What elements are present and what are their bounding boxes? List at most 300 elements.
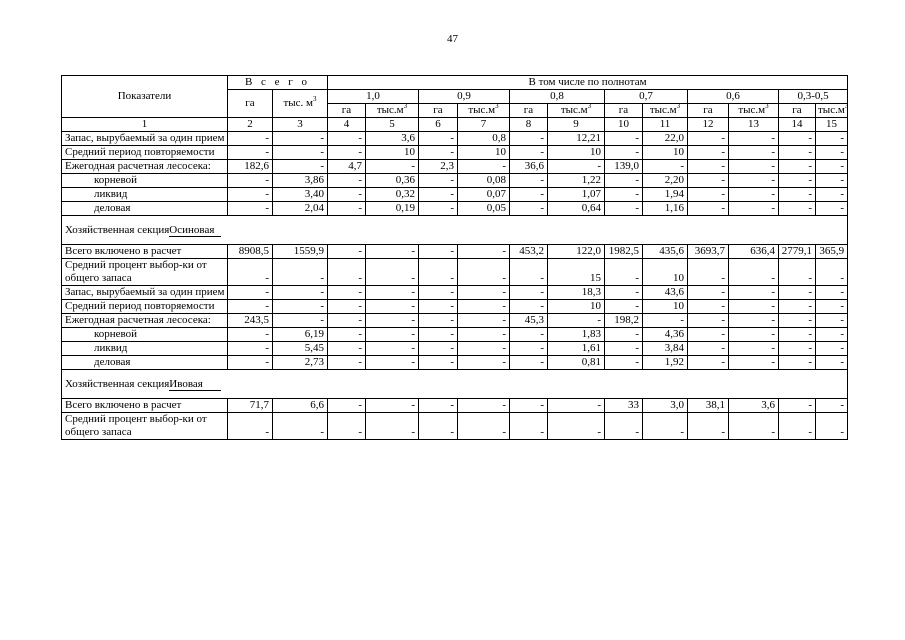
table-cell: - [328,188,366,202]
table-row [62,328,848,342]
table-cell: - [228,356,273,370]
unit-ha-header: га [328,104,366,118]
table-cell: - [328,328,366,342]
table-cell: 2,04 [273,202,328,216]
table-cell: 1,94 [643,188,688,202]
table-cell: - [510,413,548,440]
table-cell: 0,19 [366,202,419,216]
row-label: Средний процент выбор-ки от общего запаса [62,413,228,440]
table-cell: 2,3 [419,160,458,174]
table-cell: - [228,146,273,160]
table-cell: - [688,174,729,188]
table-cell: 182,6 [228,160,273,174]
table-cell: 2,20 [643,174,688,188]
table-cell: 3,40 [273,188,328,202]
density-header: 0,9 [419,90,510,104]
table-row [62,188,848,202]
table-cell: - [816,399,848,413]
column-number: 12 [688,118,729,132]
table-cell: - [548,413,605,440]
table-cell: - [328,399,366,413]
table-cell: - [328,146,366,160]
table-cell: 1982,5 [605,245,643,259]
section-title: Хозяйственная секция [65,377,170,390]
column-number: 9 [548,118,605,132]
table-row [62,259,848,286]
table-cell: - [688,202,729,216]
table-cell: - [419,314,458,328]
table-cell: - [458,259,510,286]
table-row [62,286,848,300]
total-ha-header: га [228,90,273,118]
table-cell: 1,92 [643,356,688,370]
table-cell: 18,3 [548,286,605,300]
table-cell: - [273,259,328,286]
table-cell: - [328,174,366,188]
table-cell: - [779,160,816,174]
row-label: деловая [62,356,228,370]
table-cell: 139,0 [605,160,643,174]
unit-volume-header [366,104,419,118]
table-cell: - [510,300,548,314]
table-row [62,314,848,328]
table-cell: 22,0 [643,132,688,146]
table-cell: - [273,314,328,328]
table-cell: - [816,286,848,300]
table-cell: - [605,413,643,440]
table-cell: - [419,286,458,300]
table-cell: - [328,413,366,440]
table-cell: - [273,146,328,160]
table-cell: - [688,342,729,356]
table-cell: - [228,202,273,216]
table-cell: 453,2 [510,245,548,259]
table-cell: - [548,160,605,174]
table-cell: - [605,146,643,160]
table-cell: 365,9 [816,245,848,259]
table-cell: - [816,132,848,146]
table-cell: - [729,413,779,440]
table-cell: - [328,356,366,370]
table-cell: - [273,132,328,146]
table-cell: 0,07 [458,188,510,202]
table-cell: - [419,356,458,370]
table-cell: - [816,146,848,160]
table-row [62,300,848,314]
table-cell: - [328,245,366,259]
unit-ha-header: га [688,104,729,118]
table-row [62,146,848,160]
table-cell: - [688,328,729,342]
table-cell: 1,07 [548,188,605,202]
table-cell: 2779,1 [779,245,816,259]
table-cell: - [688,413,729,440]
table-cell: - [273,160,328,174]
table-cell: - [458,314,510,328]
total-volume-label: тыс. м [283,97,314,109]
table-cell: 33 [605,399,643,413]
column-number: 4 [328,118,366,132]
table-cell: - [729,328,779,342]
table-cell: - [458,300,510,314]
table-cell: - [366,286,419,300]
density-header: 0,7 [605,90,688,104]
unit-volume-label: тыс.м [818,104,845,116]
table-cell: - [419,328,458,342]
table-body [62,132,848,440]
table-cell: - [779,132,816,146]
unit-volume-header [458,104,510,118]
table-cell: - [458,160,510,174]
total-header [228,76,328,90]
table-cell: - [688,356,729,370]
table-cell: - [328,286,366,300]
table-cell: - [729,286,779,300]
table-cell: - [510,356,548,370]
unit-volume-label: тыс.м [376,104,404,116]
table-cell: - [228,188,273,202]
unit-volume-header [729,104,779,118]
table-cell: - [688,132,729,146]
row-label: Средний период повторяемости [62,300,228,314]
table-cell: - [510,146,548,160]
table-cell: - [605,286,643,300]
column-number: 15 [816,118,848,132]
table-cell: 8908,5 [228,245,273,259]
table-cell: - [729,174,779,188]
section-header [62,216,848,245]
unit-ha-header: га [605,104,643,118]
table-cell: - [605,132,643,146]
table-cell: 198,2 [605,314,643,328]
table-cell: 1,61 [548,342,605,356]
table-cell: - [510,399,548,413]
table-cell: - [779,202,816,216]
table-cell: - [605,202,643,216]
table-cell: - [228,259,273,286]
table-cell: 10 [643,146,688,160]
table-cell: 0,64 [548,202,605,216]
table-cell: - [605,356,643,370]
column-number: 3 [273,118,328,132]
table-cell: 6,6 [273,399,328,413]
table-row [62,356,848,370]
table-cell: - [228,342,273,356]
table-cell: - [328,202,366,216]
table-cell: - [328,314,366,328]
unit-ha-header: га [779,104,816,118]
table-cell: 2,73 [273,356,328,370]
table-cell: 1,22 [548,174,605,188]
row-label: Всего включено в расчет [62,245,228,259]
table-cell: 4,36 [643,328,688,342]
unit-volume-sup: 3 [765,102,769,110]
table-cell: - [228,174,273,188]
table-cell: - [510,174,548,188]
unit-volume-label: тыс.м [649,104,677,116]
table-cell: - [419,174,458,188]
table-cell: - [458,342,510,356]
row-label: Запас, вырубаемый за один прием [62,132,228,146]
table-cell: - [366,300,419,314]
row-label: деловая [62,202,228,216]
table-cell: - [458,413,510,440]
table-cell: 435,6 [643,245,688,259]
table-cell: - [605,188,643,202]
by-density-header: В том числе по полнотам [328,76,848,90]
column-number: 5 [366,118,419,132]
table-cell: - [510,188,548,202]
section-header-row [62,216,848,245]
table-cell: 0,36 [366,174,419,188]
table-cell: - [816,160,848,174]
table-cell: - [366,259,419,286]
table-cell: - [419,245,458,259]
table-cell: - [605,328,643,342]
table-cell: - [779,174,816,188]
table-cell: - [729,146,779,160]
section-name: Ивовая [169,379,221,391]
table-cell: 15 [548,259,605,286]
table-cell: 4,7 [328,160,366,174]
table-row [62,132,848,146]
table-cell: 10 [458,146,510,160]
table-cell: - [228,286,273,300]
table-cell: - [510,259,548,286]
density-header: 0,6 [688,90,779,104]
table-cell: - [643,160,688,174]
section-header-row [62,370,848,399]
table-cell: - [779,413,816,440]
table-cell: 1,83 [548,328,605,342]
table-cell: 5,45 [273,342,328,356]
column-number: 10 [605,118,643,132]
table-cell: - [605,342,643,356]
density-header: 0,8 [510,90,605,104]
unit-ha-header: га [510,104,548,118]
table-cell: 12,21 [548,132,605,146]
table-cell: - [816,314,848,328]
section-title: Хозяйственная секция [65,223,170,236]
unit-volume-sup: 3 [844,102,849,110]
unit-ha-header: га [419,104,458,118]
table-cell: - [510,328,548,342]
total-volume-sup: 3 [313,95,317,103]
table-cell: - [510,342,548,356]
section-header [62,370,848,399]
table-cell: - [779,399,816,413]
table-cell: - [228,300,273,314]
table-row [62,413,848,440]
row-label: Запас, вырубаемый за один прием [62,286,228,300]
column-number: 1 [62,118,228,132]
table-row [62,342,848,356]
table-cell: - [605,300,643,314]
table-cell: - [419,188,458,202]
table-cell: - [729,356,779,370]
table-cell: - [419,259,458,286]
unit-volume-sup: 3 [676,102,681,110]
table-cell: - [729,314,779,328]
table-cell: - [419,202,458,216]
table-cell: - [729,300,779,314]
table-cell: 3,0 [643,399,688,413]
table-cell: - [510,132,548,146]
row-label: корневой [62,174,228,188]
table-cell: - [688,259,729,286]
table-cell: 1,16 [643,202,688,216]
table-cell: - [816,328,848,342]
row-label: ликвид [62,342,228,356]
column-number: 14 [779,118,816,132]
column-number: 7 [458,118,510,132]
table-cell: - [688,160,729,174]
table-cell: - [779,188,816,202]
table-cell: - [328,132,366,146]
row-label: корневой [62,328,228,342]
table-cell: 45,3 [510,314,548,328]
table-cell: - [366,356,419,370]
table-cell: - [458,356,510,370]
table-cell: - [729,342,779,356]
table-cell: 3,84 [643,342,688,356]
table-cell: - [688,286,729,300]
total-header-text: В с е г о [244,76,311,88]
row-label: Ежегодная расчетная лесосека: [62,314,228,328]
table-row [62,399,848,413]
table-cell: 71,7 [228,399,273,413]
table-cell: - [366,245,419,259]
table-cell: - [816,342,848,356]
table-cell: 36,6 [510,160,548,174]
unit-volume-header [643,104,688,118]
table-cell: 0,08 [458,174,510,188]
unit-volume-sup: 3 [587,102,592,110]
table-cell: - [779,314,816,328]
table-cell: - [729,160,779,174]
table-cell: - [688,300,729,314]
table-cell: - [366,314,419,328]
table-cell: - [729,188,779,202]
unit-volume-label: тыс.м [468,104,496,116]
table-cell: - [548,399,605,413]
table-cell: 10 [643,259,688,286]
table-cell: - [779,342,816,356]
row-label: Всего включено в расчет [62,399,228,413]
table-cell: - [779,146,816,160]
table-cell: 636,4 [729,245,779,259]
unit-volume-header [548,104,605,118]
table-cell: - [510,286,548,300]
table-cell: - [419,132,458,146]
table-cell: - [779,328,816,342]
indicators-header: Показатели [62,76,228,118]
table-cell: - [366,413,419,440]
table-cell: 243,5 [228,314,273,328]
table-cell: - [816,413,848,440]
table-cell: 43,6 [643,286,688,300]
table-cell: 10 [548,146,605,160]
column-number: 13 [729,118,779,132]
table-cell: - [419,342,458,356]
table-cell: - [328,259,366,286]
table-row [62,202,848,216]
table-cell: 0,81 [548,356,605,370]
table-cell: - [419,146,458,160]
unit-volume-sup: 3 [495,102,499,110]
table-cell: 122,0 [548,245,605,259]
unit-volume-label: тыс.м [560,104,588,116]
table-cell: - [228,413,273,440]
header-row-1 [62,76,848,90]
table-cell: - [816,188,848,202]
table-cell: - [816,300,848,314]
table-cell: - [816,259,848,286]
table-cell: - [273,286,328,300]
unit-volume-sup: 3 [403,102,408,110]
section-name: Осиновая [169,225,221,237]
table-cell: - [419,413,458,440]
table-cell: - [458,399,510,413]
table-cell: - [688,146,729,160]
table-cell: - [729,132,779,146]
column-number: 6 [419,118,458,132]
table-cell: - [605,259,643,286]
table-cell: - [548,314,605,328]
table-cell: 0,05 [458,202,510,216]
table-cell: - [816,356,848,370]
table-cell: 3,6 [366,132,419,146]
table-cell: - [729,202,779,216]
forest-data-table [61,75,848,440]
table-cell: - [510,202,548,216]
table-cell: - [458,328,510,342]
table-cell: 3,86 [273,174,328,188]
table-cell: - [643,413,688,440]
table-cell: - [366,328,419,342]
column-number: 8 [510,118,548,132]
row-label: ликвид [62,188,228,202]
row-label: Ежегодная расчетная лесосека: [62,160,228,174]
table-cell: 3693,7 [688,245,729,259]
page-number: 47 [447,33,458,45]
table-cell: - [458,245,510,259]
table-cell: 10 [643,300,688,314]
table-cell: 0,8 [458,132,510,146]
column-number: 2 [228,118,273,132]
table-cell: - [605,174,643,188]
table-cell: - [328,300,366,314]
table-cell: - [779,300,816,314]
table-cell: - [816,174,848,188]
table-cell: 0,32 [366,188,419,202]
table-cell: 10 [366,146,419,160]
table-cell: 10 [548,300,605,314]
table-cell: - [729,259,779,286]
table-cell: - [366,342,419,356]
density-header: 0,3-0,5 [779,90,848,104]
table-cell: - [228,132,273,146]
table-row [62,160,848,174]
table-cell: 6,19 [273,328,328,342]
unit-volume-label: тыс.м [738,104,766,116]
table-cell: - [228,328,273,342]
table-cell: - [779,286,816,300]
table-cell: 1559,9 [273,245,328,259]
table-cell: - [816,202,848,216]
table-cell: - [779,259,816,286]
table-cell: - [419,399,458,413]
